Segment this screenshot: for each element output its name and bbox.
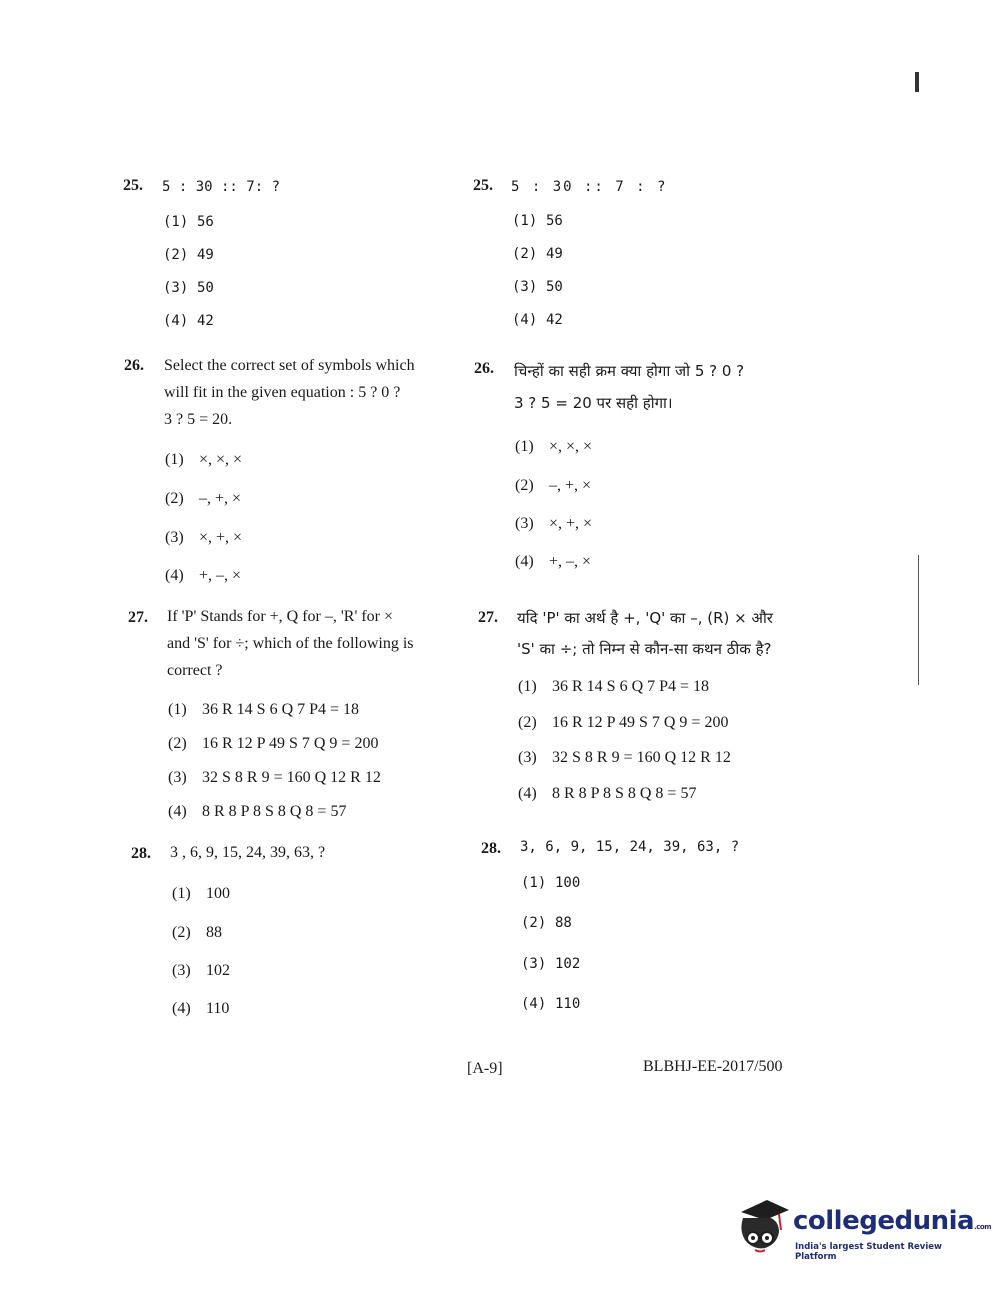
q25-option-3-hi: (3) 50 xyxy=(512,279,563,295)
q26-number-en: 26. xyxy=(124,357,144,374)
q28-option-1-hi: (1) 100 xyxy=(521,875,581,891)
q25-option-1-hi: (1) 56 xyxy=(512,213,563,229)
q26-option-4-hi: (4) +, –, × xyxy=(515,553,592,570)
q26-text-hi-line2: 3 ? 5 = 20 पर सही होगा। xyxy=(514,394,673,412)
q28-option-4-hi: (4) 110 xyxy=(521,996,581,1012)
logo-tagline: India's largest Student Review Platform xyxy=(795,1242,942,1262)
q28-option-2-hi: (2) 88 xyxy=(521,915,572,931)
q28-number-hi: 28. xyxy=(481,840,501,857)
q25-text-hi: 5 : 30 :: 7 : ? xyxy=(511,179,668,195)
q28-option-2-en: (2) 88 xyxy=(172,924,222,941)
logo-suffix: .com xyxy=(974,1223,991,1231)
q26-option-3-en: (3) ×, +, × xyxy=(165,529,243,546)
q27-text-en xyxy=(167,603,414,684)
q25-number-hi: 25. xyxy=(473,177,493,194)
q27-text-hi-line2: 'S' का ÷; तो निम्न से कौन-सा कथन ठीक है? xyxy=(517,640,772,658)
q28-number-en: 28. xyxy=(131,845,151,862)
q25-text-en: 5 : 30 :: 7: ? xyxy=(162,179,281,195)
page-number: [A-9] xyxy=(467,1060,503,1077)
q25-option-4-en: (4) 42 xyxy=(163,313,214,329)
q26-option-1-hi: (1) ×, ×, × xyxy=(515,438,593,455)
q26-option-1-en: (1) ×, ×, × xyxy=(165,451,243,468)
q26-text-en xyxy=(164,352,415,433)
q27-text-en-line3: correct ? xyxy=(167,662,223,679)
q28-option-1-en: (1) 100 xyxy=(172,885,230,902)
q27-option-2-en: (2) 16 R 12 P 49 S 7 Q 9 = 200 xyxy=(168,735,379,752)
q26-text-en-line1: Select the correct set of symbols which xyxy=(164,357,415,374)
q26-text-hi xyxy=(514,355,744,419)
q25-option-2-en: (2) 49 xyxy=(163,247,214,263)
q26-option-3-hi: (3) ×, +, × xyxy=(515,515,593,532)
q25-option-4-hi: (4) 42 xyxy=(512,312,563,328)
q27-text-hi xyxy=(517,603,773,665)
q25-option-3-en: (3) 50 xyxy=(163,280,214,296)
collegedunia-logo xyxy=(735,1196,991,1262)
paper-code: BLBHJ-EE-2017/500 xyxy=(643,1058,783,1075)
q27-text-hi-line1: यदि 'P' का अर्थ है +, 'Q' का –, (R) × और xyxy=(517,609,773,627)
page-edge-mark xyxy=(915,72,919,92)
q27-number-en: 27. xyxy=(128,609,148,626)
q27-option-1-en: (1) 36 R 14 S 6 Q 7 P4 = 18 xyxy=(168,701,360,718)
q27-option-1-hi: (1) 36 R 14 S 6 Q 7 P4 = 18 xyxy=(518,678,710,695)
q27-text-en-line2: and 'S' for ÷; which of the following is xyxy=(167,635,414,652)
q25-number-en: 25. xyxy=(123,177,143,194)
q26-option-2-hi: (2) –, +, × xyxy=(515,477,592,494)
q27-option-2-hi: (2) 16 R 12 P 49 S 7 Q 9 = 200 xyxy=(518,714,729,731)
q26-option-4-en: (4) +, –, × xyxy=(165,567,242,584)
q26-text-en-line3: 3 ? 5 = 20. xyxy=(164,411,233,428)
q27-number-hi: 27. xyxy=(478,609,498,626)
scan-edge-line xyxy=(918,555,919,685)
q26-option-2-en: (2) –, +, × xyxy=(165,490,242,507)
q27-option-3-hi: (3) 32 S 8 R 9 = 160 Q 12 R 12 xyxy=(518,749,731,766)
q27-text-en-line1: If 'P' Stands for +, Q for –, 'R' for × xyxy=(167,608,393,625)
q25-option-2-hi: (2) 49 xyxy=(512,246,563,262)
q26-number-hi: 26. xyxy=(474,360,494,377)
q27-option-4-hi: (4) 8 R 8 P 8 S 8 Q 8 = 57 xyxy=(518,785,697,802)
mascot-icon xyxy=(735,1196,791,1258)
q28-option-4-en: (4) 110 xyxy=(172,1000,230,1017)
q25-option-1-en: (1) 56 xyxy=(163,214,214,230)
q28-text-hi: 3, 6, 9, 15, 24, 39, 63, ? xyxy=(520,839,740,855)
q26-text-en-line2: will fit in the given equation : 5 ? 0 ? xyxy=(164,384,401,401)
q28-text-en: 3 , 6, 9, 15, 24, 39, 63, ? xyxy=(170,844,326,861)
q28-option-3-hi: (3) 102 xyxy=(521,956,581,972)
logo-wordmark: collegedunia.com xyxy=(793,1206,991,1236)
q27-option-4-en: (4) 8 R 8 P 8 S 8 Q 8 = 57 xyxy=(168,803,347,820)
q27-option-3-en: (3) 32 S 8 R 9 = 160 Q 12 R 12 xyxy=(168,769,381,786)
q26-text-hi-line1: चिन्हों का सही क्रम क्या होगा जो 5 ? 0 ? xyxy=(514,362,745,380)
q28-option-3-en: (3) 102 xyxy=(172,962,230,979)
